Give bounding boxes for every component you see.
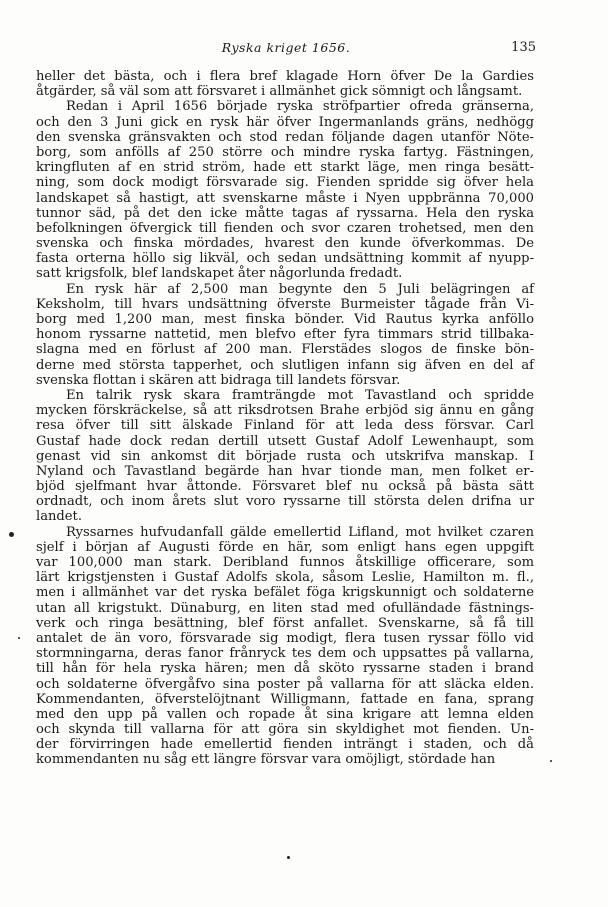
text-line: genast vid sin ankomst dit började rusta och utskrifva manskap. I	[36, 448, 534, 464]
margin-ink-dot	[550, 760, 552, 762]
text-line: lärt krigstjensten i Gustaf Adolfs skola, såsom Leslie, Hamilton m. fl.,	[36, 570, 534, 586]
bottom-ink-dot	[287, 856, 290, 859]
text-line: åtgärder, så väl som att försvaret i allmänhet gick sömnigt och långsamt.	[36, 84, 523, 100]
text-line: En talrik rysk skara framträngde mot Tavastland och spridde	[66, 387, 534, 403]
text-line: borg med 1,200 man, mest finska bönder. Vid Rautus kyrka anföllo	[36, 312, 534, 327]
text-line: Ryssarnes hufvudanfall gälde emellertid Lifland, mot hvilket czaren	[66, 524, 534, 540]
text-line: antalet de än voro, försvarade sig modigt, flera tusen ryssar föllo vid	[36, 630, 534, 646]
text-line: Kommendanten, öfverstelöjtnant Willigmann, fattade en fana, sprang	[36, 691, 534, 707]
text-line: satt krigsfolk, blef landskapet åter någorlunda fredadt.	[36, 266, 403, 282]
text-line: utan all krigstukt. Dünaburg, en liten stad med ofulländade fästnings-	[36, 600, 534, 616]
text-line: kringfluten af en strid ström, hade ett starkt läge, men ringa besätt-	[36, 160, 534, 176]
text-line: honom ryssarne nattetid, men blefvo efter fyra timmars strid tillbaka-	[36, 327, 534, 343]
text-line: derne med största tapperhet, och slutligen infann sig äfven en del af	[36, 357, 534, 373]
text-line: borg, som anfölls af 250 större och mindre ryska fartyg. Fästningen,	[36, 144, 534, 160]
text-line: landet.	[36, 509, 82, 525]
page-number: 135	[511, 40, 536, 55]
text-line: heller det bästa, och i flera bref klagade Horn öfver De la Gardies	[36, 69, 534, 84]
text-line: kommendanten nu såg ett längre försvar vara omöjligt, stördade han	[36, 752, 496, 768]
text-line: och den 3 Juni gick en rysk här öfver Ingermanlands gräns, nedhögg	[36, 114, 534, 130]
text-line: men i allmänhet var det ryska befälet föga krigskunnigt och soldaterne	[36, 585, 534, 601]
text-line: verk och ringa besättning, blef först anfallet. Svenskarne, så få till	[36, 615, 534, 631]
text-line: slagna med en förlust af 200 man. Flerstädes slogos de finske bön-	[36, 342, 534, 358]
text-line: En rysk här af 2,500 man begynte den 5 Juli belägringen af	[66, 281, 534, 297]
text-line: bjöd sjelfmant hvar åttonde. Försvaret blef nu också på bästa sätt	[36, 479, 534, 495]
text-line: ordnadt, och inom årets slut voro ryssarne till största delen drifna ur	[36, 494, 534, 510]
text-line: resa öfver till sitt älskade Finland för att leda dess försvar. Carl	[36, 418, 534, 434]
margin-ink-dot	[18, 637, 20, 639]
text-line: svenska och finska mördades, hvarest den kunde öfverkommas. De	[36, 236, 534, 252]
text-line: svenska flottan i skären att bidraga till landets försvar.	[36, 372, 401, 388]
text-line: landskapet så hastigt, att svenskarne måste i Nyen uppbränna 70,000	[36, 190, 534, 206]
text-line: var 100,000 man stark. Deribland funnos åtskillige officerare, som	[36, 555, 534, 570]
text-line: stormningarna, deras fanor frånryck tes dem och uppsattes på vallarna,	[36, 646, 534, 662]
text-line: Keksholm, till hvars undsättning öfverste Burmeister tågade från Vi-	[36, 296, 534, 312]
page-header	[36, 40, 536, 60]
text-line: sjelf i början af Augusti förde en här, som enligt hans egen uppgift	[36, 539, 534, 555]
text-line: med den upp på vallen och ropade åt sina krigare att lemna elden	[36, 706, 534, 722]
text-line: och soldaterne öfvergåfvo sina poster på vallarna för att släcka elden.	[36, 676, 534, 692]
margin-ink-dot	[9, 532, 14, 537]
text-line: till hån för hela ryska hären; men då sköto ryssarne staden i brand	[36, 661, 534, 677]
paragraph	[36, 99, 534, 281]
body-text	[36, 69, 534, 768]
paragraph	[36, 282, 534, 388]
text-line: befolkningen öfvergick till fienden och svor czaren trohetsed, men den	[36, 220, 534, 236]
paragraph	[36, 525, 534, 768]
paragraph	[36, 69, 534, 99]
text-line: Redan i April 1656 började ryska ströfpartier ofreda gränserna,	[66, 99, 534, 115]
text-line: fasta orterna höllo sig likväl, och sedan undsättning kommit af nyupp-	[36, 251, 534, 267]
text-line: ning, som dock modigt försvarade sig. Fienden spridde sig öfver hela	[36, 175, 534, 191]
paragraph	[36, 388, 534, 525]
text-line: och skynda till vallarna för att göra sin skyldighet mot fienden. Un-	[36, 722, 534, 738]
text-line: den svenska gränsvakten och stod redan följande dagen utanför Nöte-	[36, 129, 534, 145]
text-line: tunnor säd, på det den icke måtte tagas af ryssarna. Hela den ryska	[36, 205, 534, 221]
text-line: Gustaf hade dock redan dertill utsett Gustaf Adolf Lewenhaupt, som	[36, 433, 534, 449]
running-title: Ryska kriget 1656.	[221, 40, 351, 55]
text-line: mycken förskräckelse, så att riksdrotsen Brahe erbjöd sig ännu en gång	[36, 403, 534, 419]
text-line: Nyland och Tavastland begärde han hvar tionde man, men folket er-	[36, 463, 534, 479]
text-line: der förvirringen hade emellertid fienden inträngt i staden, och då	[36, 737, 534, 753]
